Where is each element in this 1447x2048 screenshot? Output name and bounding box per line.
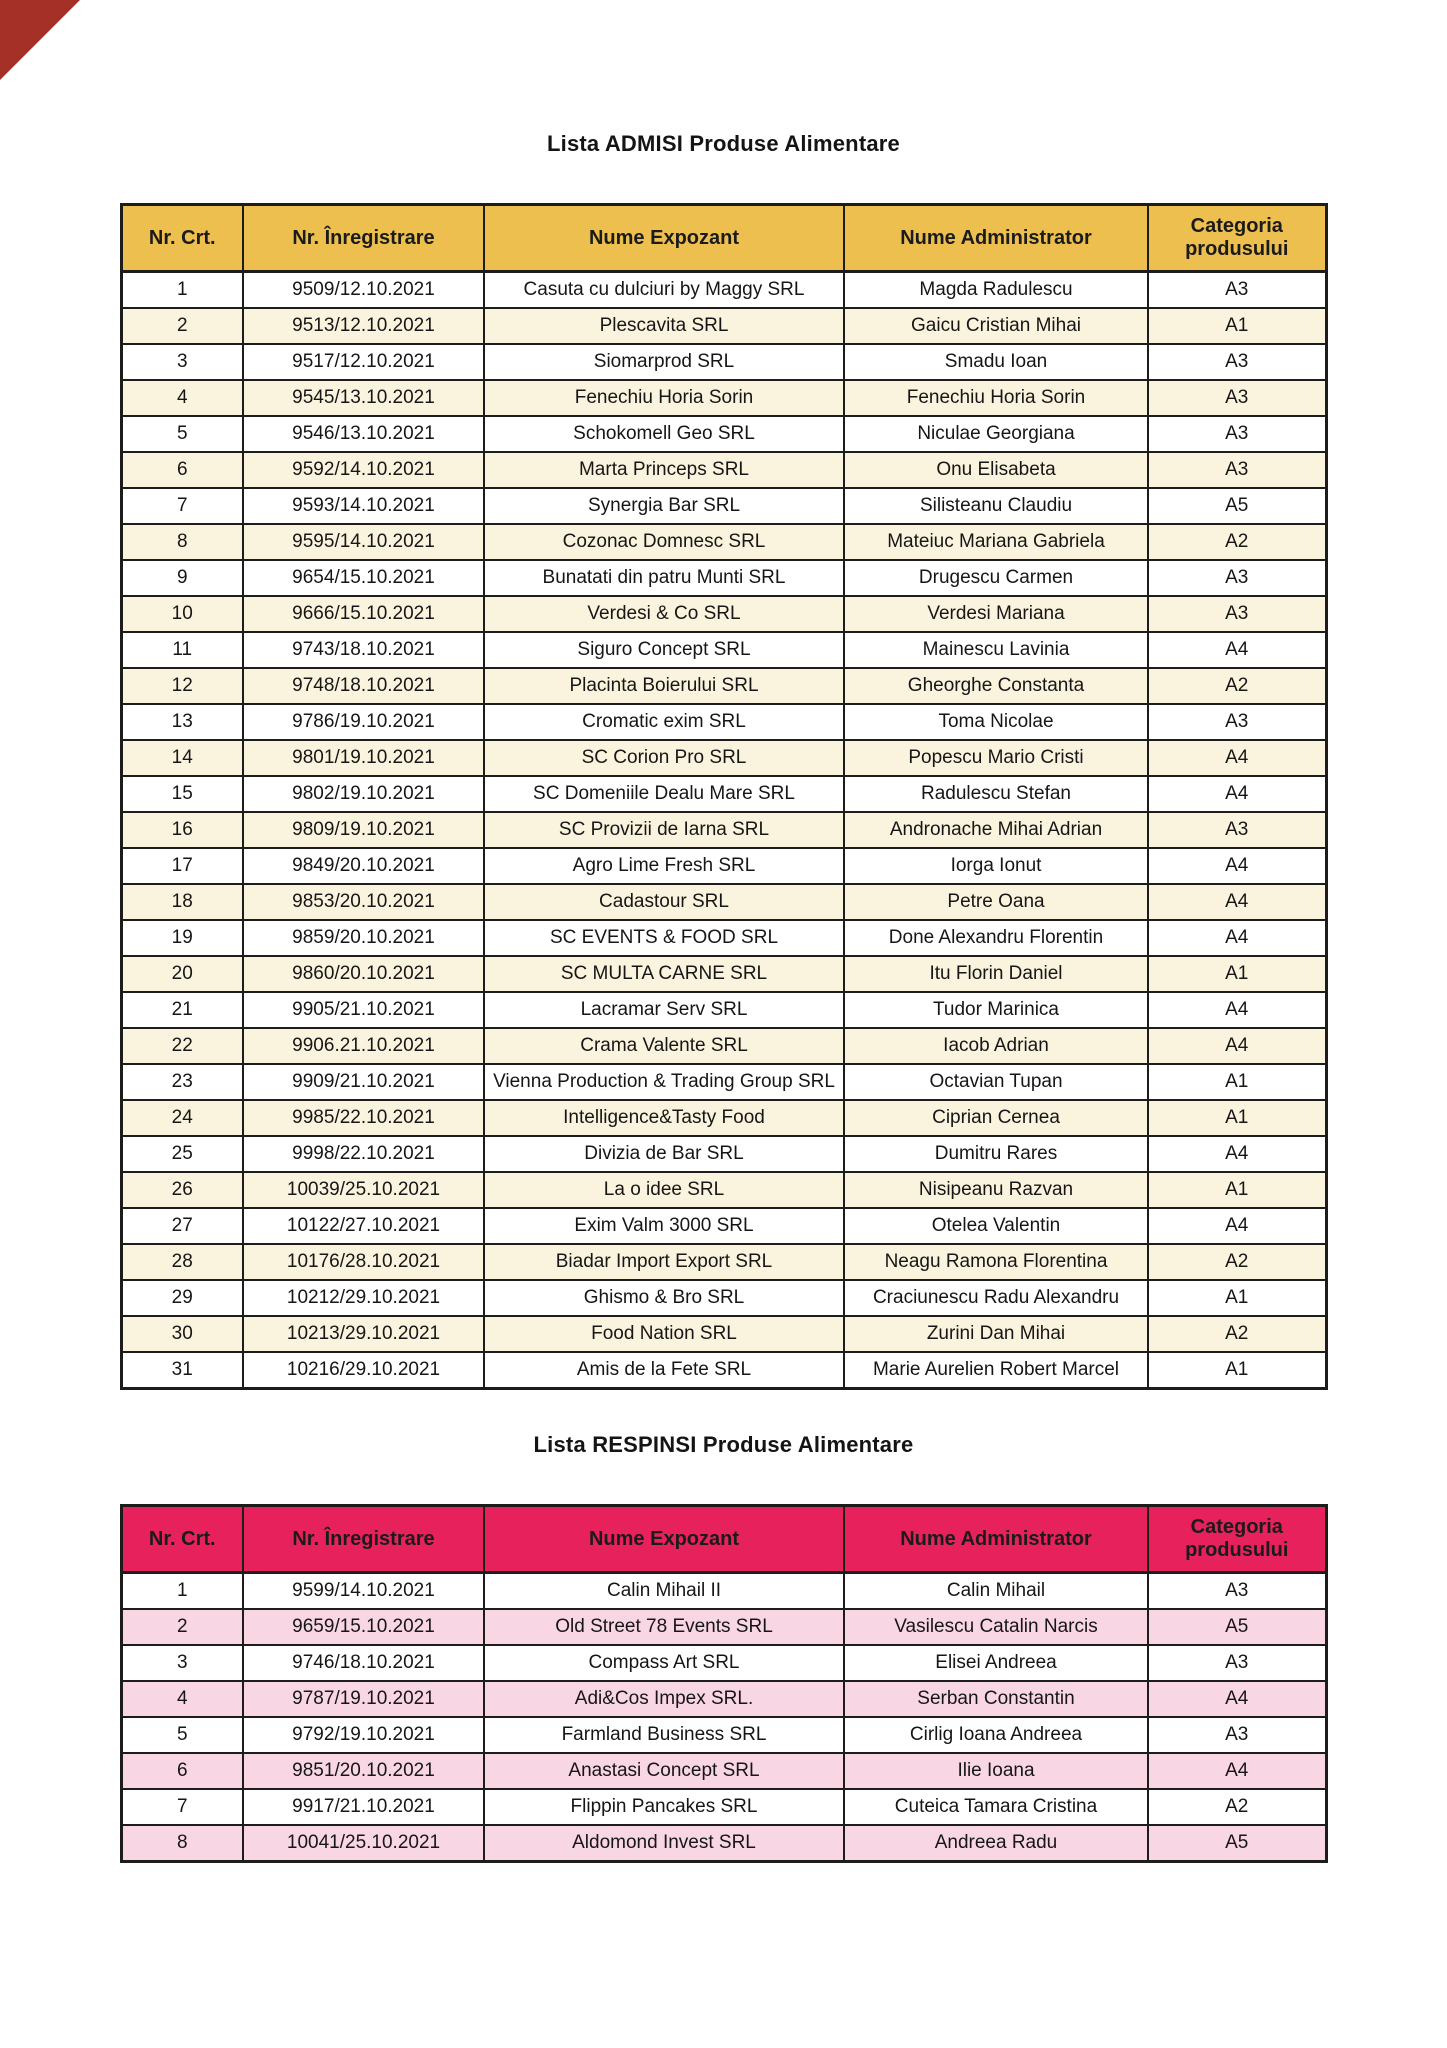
- column-header: Nr. Crt.: [121, 205, 243, 272]
- table-cell: Mainescu Lavinia: [844, 632, 1148, 668]
- table-cell: 13: [121, 704, 243, 740]
- table-cell: A4: [1148, 740, 1326, 776]
- table-cell: A5: [1148, 1825, 1326, 1862]
- table-cell: Iorga Ionut: [844, 848, 1148, 884]
- column-header: Nume Expozant: [484, 1506, 844, 1573]
- table-cell: 21: [121, 992, 243, 1028]
- table-cell: Synergia Bar SRL: [484, 488, 844, 524]
- respinsi-section: [0, 1390, 1447, 1863]
- table-cell: Ciprian Cernea: [844, 1100, 1148, 1136]
- table-cell: A2: [1148, 524, 1326, 560]
- table-cell: A1: [1148, 956, 1326, 992]
- table-cell: 26: [121, 1172, 243, 1208]
- table-row: [121, 308, 1326, 344]
- table-cell: A2: [1148, 668, 1326, 704]
- table-cell: 1: [121, 272, 243, 309]
- table-row: [121, 776, 1326, 812]
- table-row: [121, 812, 1326, 848]
- table-row: [121, 1244, 1326, 1280]
- column-header: Nr. Înregistrare: [243, 1506, 484, 1573]
- table-cell: Flippin Pancakes SRL: [484, 1789, 844, 1825]
- table-cell: A3: [1148, 812, 1326, 848]
- table-cell: SC EVENTS & FOOD SRL: [484, 920, 844, 956]
- table-cell: 18: [121, 884, 243, 920]
- table-cell: Cadastour SRL: [484, 884, 844, 920]
- table-cell: Tudor Marinica: [844, 992, 1148, 1028]
- table-cell: Exim Valm 3000 SRL: [484, 1208, 844, 1244]
- table-cell: Niculae Georgiana: [844, 416, 1148, 452]
- table-cell: Andreea Radu: [844, 1825, 1148, 1862]
- table-cell: 27: [121, 1208, 243, 1244]
- table-cell: A4: [1148, 920, 1326, 956]
- table-cell: 30: [121, 1316, 243, 1352]
- table-cell: A1: [1148, 1100, 1326, 1136]
- table-cell: 9509/12.10.2021: [243, 272, 484, 309]
- table-row: [121, 344, 1326, 380]
- table-cell: 9: [121, 560, 243, 596]
- table-cell: Onu Elisabeta: [844, 452, 1148, 488]
- table-cell: Cuteica Tamara Cristina: [844, 1789, 1148, 1825]
- table-cell: SC MULTA CARNE SRL: [484, 956, 844, 992]
- table-cell: Popescu Mario Cristi: [844, 740, 1148, 776]
- table-cell: A4: [1148, 1753, 1326, 1789]
- table-row: [121, 632, 1326, 668]
- table-cell: Ghismo & Bro SRL: [484, 1280, 844, 1316]
- table-cell: A3: [1148, 452, 1326, 488]
- table-cell: A4: [1148, 1681, 1326, 1717]
- table-cell: SC Domeniile Dealu Mare SRL: [484, 776, 844, 812]
- table-cell: La o idee SRL: [484, 1172, 844, 1208]
- table-cell: Old Street 78 Events SRL: [484, 1609, 844, 1645]
- table-cell: A4: [1148, 848, 1326, 884]
- table-cell: Petre Oana: [844, 884, 1148, 920]
- column-header: Categoria produsului: [1148, 1506, 1326, 1573]
- table-cell: Cromatic exim SRL: [484, 704, 844, 740]
- table-cell: Andronache Mihai Adrian: [844, 812, 1148, 848]
- table-cell: A3: [1148, 272, 1326, 309]
- table-cell: A4: [1148, 1208, 1326, 1244]
- table-cell: Calin Mihail: [844, 1573, 1148, 1610]
- table-cell: Cozonac Domnesc SRL: [484, 524, 844, 560]
- table-cell: A4: [1148, 632, 1326, 668]
- table-cell: 4: [121, 380, 243, 416]
- table-cell: 7: [121, 488, 243, 524]
- table-cell: A2: [1148, 1789, 1326, 1825]
- table-cell: Farmland Business SRL: [484, 1717, 844, 1753]
- table-cell: A3: [1148, 704, 1326, 740]
- table-row: [121, 1681, 1326, 1717]
- table-cell: 2: [121, 1609, 243, 1645]
- table-cell: Neagu Ramona Florentina: [844, 1244, 1148, 1280]
- table-cell: 9599/14.10.2021: [243, 1573, 484, 1610]
- admisi-title: Lista ADMISI Produse Alimentare: [547, 131, 900, 156]
- table-row: [121, 1753, 1326, 1789]
- table-cell: 10216/29.10.2021: [243, 1352, 484, 1389]
- table-row: [121, 1028, 1326, 1064]
- table-cell: Octavian Tupan: [844, 1064, 1148, 1100]
- table-row: [121, 452, 1326, 488]
- table-cell: A3: [1148, 344, 1326, 380]
- table-cell: Done Alexandru Florentin: [844, 920, 1148, 956]
- table-cell: 9748/18.10.2021: [243, 668, 484, 704]
- table-cell: A3: [1148, 560, 1326, 596]
- table-cell: 10213/29.10.2021: [243, 1316, 484, 1352]
- table-cell: Otelea Valentin: [844, 1208, 1148, 1244]
- table-cell: 9787/19.10.2021: [243, 1681, 484, 1717]
- table-cell: 9998/22.10.2021: [243, 1136, 484, 1172]
- column-header: Nr. Înregistrare: [243, 205, 484, 272]
- table-row: [121, 848, 1326, 884]
- column-header: Categoria produsului: [1148, 205, 1326, 272]
- table-row: [121, 1100, 1326, 1136]
- table-cell: A1: [1148, 1064, 1326, 1100]
- table-cell: 9909/21.10.2021: [243, 1064, 484, 1100]
- table-cell: A1: [1148, 1352, 1326, 1389]
- table-cell: 19: [121, 920, 243, 956]
- table-cell: Siguro Concept SRL: [484, 632, 844, 668]
- table-cell: 25: [121, 1136, 243, 1172]
- table-cell: 11: [121, 632, 243, 668]
- table-cell: Agro Lime Fresh SRL: [484, 848, 844, 884]
- table-cell: 10039/25.10.2021: [243, 1172, 484, 1208]
- table-cell: 9517/12.10.2021: [243, 344, 484, 380]
- table-row: [121, 1064, 1326, 1100]
- table-cell: A4: [1148, 884, 1326, 920]
- table-cell: 16: [121, 812, 243, 848]
- table-cell: 10122/27.10.2021: [243, 1208, 484, 1244]
- table-cell: A3: [1148, 1645, 1326, 1681]
- table-cell: 10212/29.10.2021: [243, 1280, 484, 1316]
- table-cell: A4: [1148, 1028, 1326, 1064]
- table-cell: 9546/13.10.2021: [243, 416, 484, 452]
- table-row: [121, 1172, 1326, 1208]
- table-cell: 14: [121, 740, 243, 776]
- table-cell: 9859/20.10.2021: [243, 920, 484, 956]
- table-cell: 1: [121, 1573, 243, 1610]
- table-cell: 9659/15.10.2021: [243, 1609, 484, 1645]
- table-row: [121, 416, 1326, 452]
- table-cell: 2: [121, 308, 243, 344]
- table-cell: Nisipeanu Razvan: [844, 1172, 1148, 1208]
- table-cell: Bunatati din patru Munti SRL: [484, 560, 844, 596]
- table-cell: A3: [1148, 380, 1326, 416]
- table-cell: 9860/20.10.2021: [243, 956, 484, 992]
- table-cell: SC Provizii de Iarna SRL: [484, 812, 844, 848]
- table-cell: Schokomell Geo SRL: [484, 416, 844, 452]
- table-cell: Toma Nicolae: [844, 704, 1148, 740]
- table-cell: Marta Princeps SRL: [484, 452, 844, 488]
- table-cell: Lacramar Serv SRL: [484, 992, 844, 1028]
- admisi-header-row: [121, 205, 1326, 272]
- table-cell: 8: [121, 1825, 243, 1862]
- table-cell: A3: [1148, 416, 1326, 452]
- table-cell: Magda Radulescu: [844, 272, 1148, 309]
- table-row: [121, 1825, 1326, 1862]
- table-cell: Ilie Ioana: [844, 1753, 1148, 1789]
- table-cell: 9906.21.10.2021: [243, 1028, 484, 1064]
- table-cell: 23: [121, 1064, 243, 1100]
- table-row: [121, 668, 1326, 704]
- table-cell: 6: [121, 1753, 243, 1789]
- respinsi-table-body: [121, 1573, 1326, 1862]
- table-cell: 28: [121, 1244, 243, 1280]
- table-cell: 9743/18.10.2021: [243, 632, 484, 668]
- table-cell: A1: [1148, 1280, 1326, 1316]
- table-row: [121, 884, 1326, 920]
- table-cell: Anastasi Concept SRL: [484, 1753, 844, 1789]
- table-row: [121, 920, 1326, 956]
- table-cell: Adi&Cos Impex SRL.: [484, 1681, 844, 1717]
- table-cell: Vasilescu Catalin Narcis: [844, 1609, 1148, 1645]
- table-cell: Drugescu Carmen: [844, 560, 1148, 596]
- table-cell: Craciunescu Radu Alexandru: [844, 1280, 1148, 1316]
- table-row: [121, 272, 1326, 309]
- table-cell: Verdesi Mariana: [844, 596, 1148, 632]
- respinsi-title: Lista RESPINSI Produse Alimentare: [533, 1432, 914, 1457]
- table-cell: Itu Florin Daniel: [844, 956, 1148, 992]
- table-cell: Silisteanu Claudiu: [844, 488, 1148, 524]
- table-cell: A5: [1148, 1609, 1326, 1645]
- table-cell: A3: [1148, 1573, 1326, 1610]
- table-cell: 5: [121, 1717, 243, 1753]
- table-cell: Fenechiu Horia Sorin: [484, 380, 844, 416]
- table-cell: Fenechiu Horia Sorin: [844, 380, 1148, 416]
- table-row: [121, 1717, 1326, 1753]
- table-cell: Vienna Production & Trading Group SRL: [484, 1064, 844, 1100]
- table-cell: A4: [1148, 992, 1326, 1028]
- table-cell: 22: [121, 1028, 243, 1064]
- table-row: [121, 596, 1326, 632]
- table-cell: SC Corion Pro SRL: [484, 740, 844, 776]
- table-cell: A2: [1148, 1244, 1326, 1280]
- table-cell: 9654/15.10.2021: [243, 560, 484, 596]
- table-cell: Siomarprod SRL: [484, 344, 844, 380]
- table-cell: A4: [1148, 1136, 1326, 1172]
- table-cell: A3: [1148, 1717, 1326, 1753]
- table-row: [121, 1789, 1326, 1825]
- table-cell: 9985/22.10.2021: [243, 1100, 484, 1136]
- table-cell: 17: [121, 848, 243, 884]
- table-cell: Intelligence&Tasty Food: [484, 1100, 844, 1136]
- table-cell: 29: [121, 1280, 243, 1316]
- table-cell: A3: [1148, 596, 1326, 632]
- table-row: [121, 704, 1326, 740]
- table-cell: 9801/19.10.2021: [243, 740, 484, 776]
- table-cell: Divizia de Bar SRL: [484, 1136, 844, 1172]
- column-header: Nume Administrator: [844, 205, 1148, 272]
- table-cell: 10041/25.10.2021: [243, 1825, 484, 1862]
- table-row: [121, 740, 1326, 776]
- table-cell: 4: [121, 1681, 243, 1717]
- table-cell: Cirlig Ioana Andreea: [844, 1717, 1148, 1753]
- column-header: Nume Expozant: [484, 205, 844, 272]
- column-header: Nr. Crt.: [121, 1506, 243, 1573]
- table-cell: A5: [1148, 488, 1326, 524]
- respinsi-header-row: [121, 1506, 1326, 1573]
- table-cell: 9851/20.10.2021: [243, 1753, 484, 1789]
- table-row: [121, 956, 1326, 992]
- table-cell: 20: [121, 956, 243, 992]
- table-cell: 31: [121, 1352, 243, 1389]
- table-row: [121, 1645, 1326, 1681]
- table-cell: Verdesi & Co SRL: [484, 596, 844, 632]
- table-cell: 9595/14.10.2021: [243, 524, 484, 560]
- table-cell: 24: [121, 1100, 243, 1136]
- table-cell: Aldomond Invest SRL: [484, 1825, 844, 1862]
- table-row: [121, 1316, 1326, 1352]
- table-cell: 9513/12.10.2021: [243, 308, 484, 344]
- table-row: [121, 1280, 1326, 1316]
- table-row: [121, 1136, 1326, 1172]
- table-cell: Amis de la Fete SRL: [484, 1352, 844, 1389]
- table-cell: Plescavita SRL: [484, 308, 844, 344]
- table-cell: 9593/14.10.2021: [243, 488, 484, 524]
- table-cell: 9666/15.10.2021: [243, 596, 484, 632]
- table-row: [121, 380, 1326, 416]
- table-cell: Crama Valente SRL: [484, 1028, 844, 1064]
- table-cell: 9905/21.10.2021: [243, 992, 484, 1028]
- table-cell: Dumitru Rares: [844, 1136, 1148, 1172]
- table-cell: 9917/21.10.2021: [243, 1789, 484, 1825]
- table-cell: A2: [1148, 1316, 1326, 1352]
- table-cell: 9809/19.10.2021: [243, 812, 484, 848]
- table-cell: 10: [121, 596, 243, 632]
- respinsi-table: [120, 1504, 1328, 1863]
- table-cell: 12: [121, 668, 243, 704]
- table-cell: 8: [121, 524, 243, 560]
- table-row: [121, 560, 1326, 596]
- table-cell: Marie Aurelien Robert Marcel: [844, 1352, 1148, 1389]
- table-cell: Gheorghe Constanta: [844, 668, 1148, 704]
- table-cell: Zurini Dan Mihai: [844, 1316, 1148, 1352]
- table-cell: 9545/13.10.2021: [243, 380, 484, 416]
- table-cell: 3: [121, 344, 243, 380]
- table-cell: A4: [1148, 776, 1326, 812]
- table-cell: Gaicu Cristian Mihai: [844, 308, 1148, 344]
- table-row: [121, 992, 1326, 1028]
- table-row: [121, 524, 1326, 560]
- table-cell: 9792/19.10.2021: [243, 1717, 484, 1753]
- table-cell: 9786/19.10.2021: [243, 704, 484, 740]
- admisi-table-body: [121, 272, 1326, 1389]
- table-row: [121, 488, 1326, 524]
- table-cell: Mateiuc Mariana Gabriela: [844, 524, 1148, 560]
- table-cell: 9746/18.10.2021: [243, 1645, 484, 1681]
- table-cell: Placinta Boierului SRL: [484, 668, 844, 704]
- table-cell: Food Nation SRL: [484, 1316, 844, 1352]
- table-cell: 9849/20.10.2021: [243, 848, 484, 884]
- table-cell: Casuta cu dulciuri by Maggy SRL: [484, 272, 844, 309]
- table-cell: Serban Constantin: [844, 1681, 1148, 1717]
- table-cell: Compass Art SRL: [484, 1645, 844, 1681]
- table-cell: 5: [121, 416, 243, 452]
- table-cell: Radulescu Stefan: [844, 776, 1148, 812]
- admisi-table: [120, 203, 1328, 1390]
- table-row: [121, 1208, 1326, 1244]
- table-cell: 9853/20.10.2021: [243, 884, 484, 920]
- table-cell: Iacob Adrian: [844, 1028, 1148, 1064]
- table-cell: 9802/19.10.2021: [243, 776, 484, 812]
- table-cell: Elisei Andreea: [844, 1645, 1148, 1681]
- table-cell: 3: [121, 1645, 243, 1681]
- table-cell: A1: [1148, 308, 1326, 344]
- table-cell: 9592/14.10.2021: [243, 452, 484, 488]
- table-cell: Biadar Import Export SRL: [484, 1244, 844, 1280]
- table-cell: Smadu Ioan: [844, 344, 1148, 380]
- table-cell: 7: [121, 1789, 243, 1825]
- table-cell: A1: [1148, 1172, 1326, 1208]
- table-cell: Calin Mihail II: [484, 1573, 844, 1610]
- table-row: [121, 1352, 1326, 1389]
- table-cell: 6: [121, 452, 243, 488]
- table-cell: 10176/28.10.2021: [243, 1244, 484, 1280]
- column-header: Nume Administrator: [844, 1506, 1148, 1573]
- table-cell: 15: [121, 776, 243, 812]
- table-row: [121, 1573, 1326, 1610]
- table-row: [121, 1609, 1326, 1645]
